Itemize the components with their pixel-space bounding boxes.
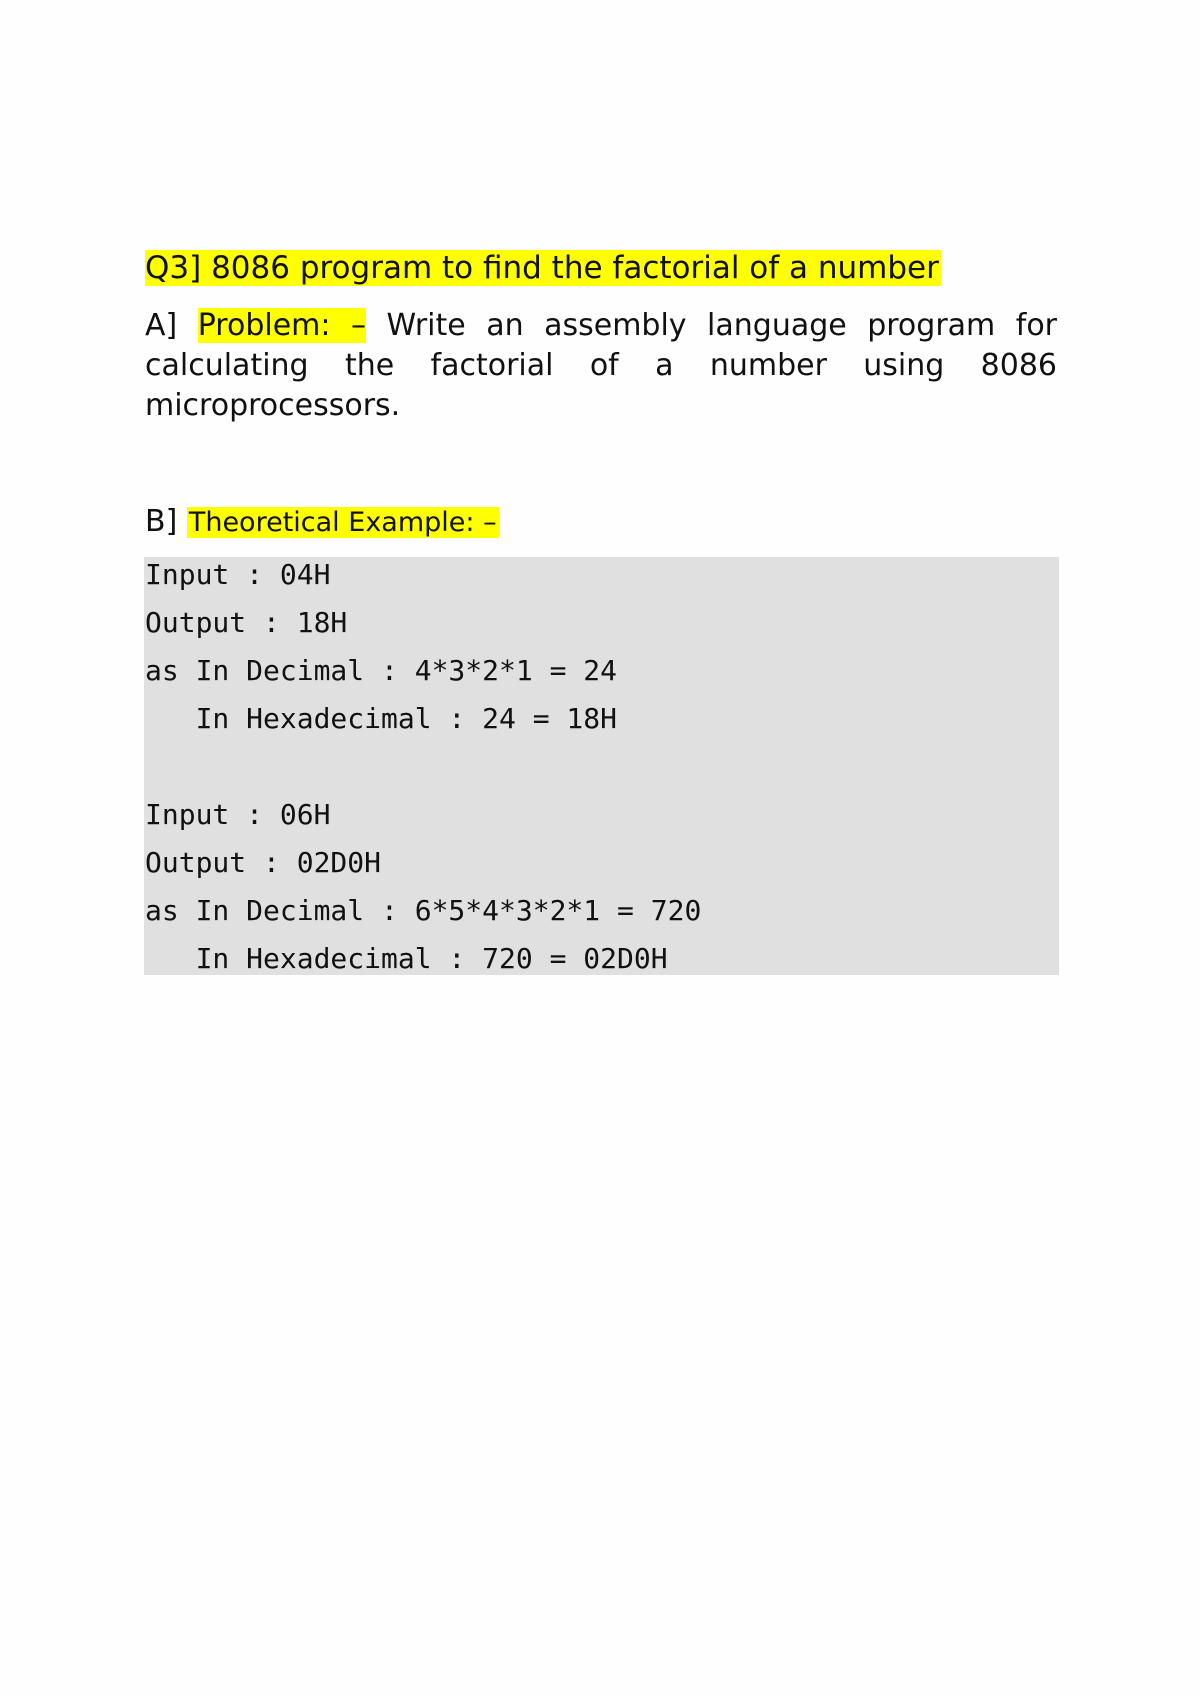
code-line-2: Output : 18H	[145, 606, 348, 639]
code-line-7: Output : 02D0H	[145, 846, 382, 879]
problem-paragraph	[145, 306, 1057, 426]
question-title	[145, 248, 941, 288]
example-label: Theoretical Example: –	[188, 507, 497, 538]
problem-line-1	[145, 306, 1057, 346]
problem-line-2: calculating the factorial of a number using 8086	[145, 348, 1057, 383]
code-line-6: Input : 06H	[145, 798, 331, 831]
problem-text-1: Write an assembly language program for	[386, 308, 1058, 343]
problem-prefix: A]	[145, 308, 178, 343]
code-line-9: In Hexadecimal : 720 = 02D0H	[145, 942, 668, 975]
code-line-8: as In Decimal : 6*5*4*3*2*1 = 720	[145, 894, 702, 927]
code-line-1: Input : 04H	[145, 558, 331, 591]
problem-line-3: microprocessors.	[145, 388, 401, 423]
example-code-block	[144, 557, 1059, 975]
example-heading	[145, 502, 499, 543]
example-prefix: B]	[145, 504, 178, 539]
problem-label: Problem: –	[197, 308, 366, 343]
code-line-4: In Hexadecimal : 24 = 18H	[145, 702, 618, 735]
code-line-3: as In Decimal : 4*3*2*1 = 24	[145, 654, 618, 687]
question-title-text: Q3] 8086 program to find the factorial of a number	[145, 250, 939, 286]
